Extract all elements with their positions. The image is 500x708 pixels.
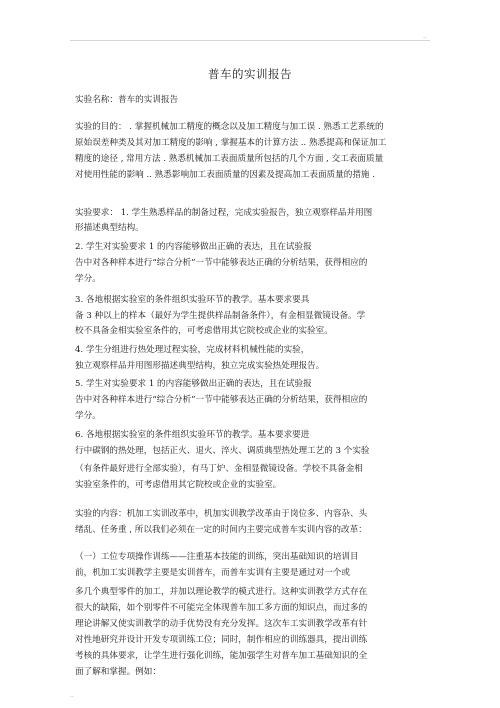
purpose-line: 对使用性能的影响 .. 熟悉影响加工表面质量的因素及提高加工表面质量的措施 . [75,170,375,180]
requirement-line: 学分。 [75,274,101,284]
footer-mark: .. [70,692,74,699]
content-line: 多几个典型零件的加工，并加以理论教学的模式进行。这种实训教学方式存在 [75,587,368,597]
experiment-name: 实验名称：普车的实训报告 [75,95,179,105]
purpose-line: 原始误差种类及其对加工精度的影响 , 掌握基本的计算方法 .. 熟悉提高和保证加工 [75,138,387,148]
requirement-line: 形描述典型结构。 [75,223,144,233]
requirement-line: 6. 各地根据实验室的条件组织实验环节的教学。基本要求要进 [75,430,310,440]
content-line: 理论讲解又使实训教学的动手优势没有充分发挥。这次车工实训教学改革有针 [75,619,368,629]
header-rule [70,40,430,41]
requirement-line: 备 3 种以上的样本（最好为学生提供样品制备条件），有金相显微镜设备。学 [75,311,366,321]
content-line: 绪乱、任务重 , 所以我们必须在一定的时间内主要完成普车实训内容的改革： [75,525,367,535]
page-title: 普车的实训报告 [208,67,292,81]
requirement-line: 3. 各地根据实验室的条件组织实验环节的教学。基本要求要具 [75,295,310,305]
requirement-line: 告中对各种样本进行“综合分析”一节中能够表达正确的分析结果，获得相应的 [75,395,368,405]
requirement-line: 实验要求： 1. 学生熟悉样品的制备过程，完成实验报告，独立观察样品并用图 [75,208,373,218]
requirement-line: 学分。 [75,411,101,421]
content-line: 考核的具体要求，让学生进行强化训练，能加强学生对普车加工基础知识的全 [75,651,368,661]
requirement-line: 2. 学生对实验要求 1 的内容能够做出正确的表达，且在试验报 [75,242,312,252]
content-line: 前，机加工实训教学主要是实训普车，而普车实训有主要是通过对一个或 [75,568,351,578]
requirement-line: 5. 学生对实验要求 1 的内容能够做出正确的表达，且在试验报 [75,379,312,389]
requirement-line: 行中碳钢的热处理，包括正火、退火、淬火、调质典型热处理工艺的 3 个实验 [75,446,370,456]
requirement-line: 独立观察样品并用图形描述典型结构，独立完成实验热处理报告。 [75,361,325,371]
requirement-line: 实验室条件的，可考虑借用其它院校或企业的实验室。 [75,480,282,490]
requirement-line: （有条件最好进行全部实验），有马丁炉、金相显微镜设备。学校不具备金相 [75,464,363,474]
content-line: 很大的缺陷，如个别零件不可能完全体现普车加工多方面的知识点，而过多的 [75,603,368,613]
requirement-line: 校不具备金相实验室条件的，可考虑借用其它院校或企业的实验室。 [75,326,333,336]
header-mark: .. [423,33,427,40]
purpose-line: 实验的目的： . 掌握机械加工精度的概念以及加工精度与加工误 . 熟悉工艺系统的 [75,122,384,132]
content-line: 对性地研究并设计开发专项训练工位；同时，制作相应的训练器具，提出训练 [75,635,368,645]
content-line: （一）工位专项操作训练——注重基本技能的训练，突出基础知识的培训目 [75,552,359,562]
content-line: 面了解和掌握。例如： [75,667,161,677]
purpose-line: 精度的途径 , 常用方法 . 熟悉机械加工表面质量所包括的几个方面 , 交工表面质量 [75,154,384,164]
content-line: 实验的内容：机加工实训改革中，机加实训教学改革由于岗位多、内容杂、头 [75,509,368,519]
requirement-line: 告中对各种样本进行“综合分析”一节中能够表达正确的分析结果，获得相应的 [75,258,368,268]
requirement-line: 4. 学生分组进行热处理过程实验，完成材料机械性能的实验， [75,345,310,355]
